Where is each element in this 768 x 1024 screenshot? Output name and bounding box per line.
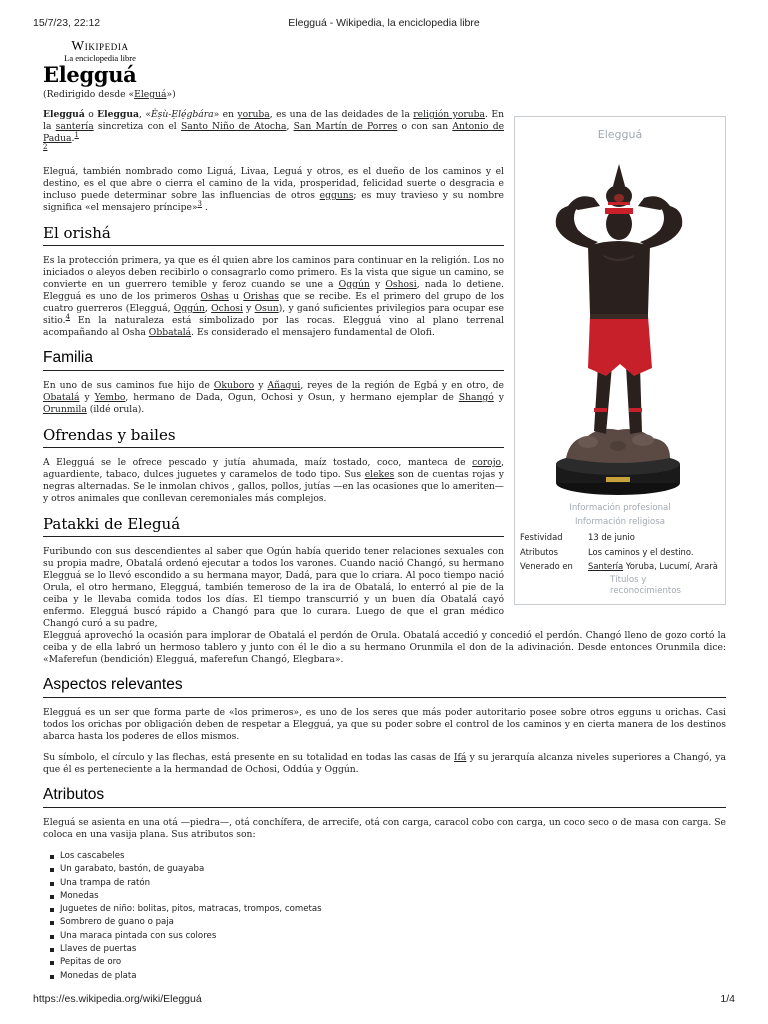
link-religion-yoruba[interactable]: religión yoruba (413, 109, 486, 120)
link-anagui[interactable]: Añagui (267, 380, 301, 391)
intro-paragraph: Elegguá o Eleggua, «Èṣù-Ẹlẹ́gbára» en yoruba, es una de las deidades de la religión yoruba. En la santería sincretiza con el Santo Niño de Atocha, San Martín de Porres o con san Antonio de Padua.$^1$ $^2$ (43, 109, 505, 151)
atributos-list (48, 850, 726, 983)
link-egguns[interactable]: egguns (319, 190, 354, 201)
link-shango[interactable]: Shangó (458, 392, 494, 403)
ref-4[interactable]: 4 (65, 312, 71, 321)
link-yoruba[interactable]: yoruba (237, 109, 270, 120)
list-item: Los cascabeles (48, 850, 726, 863)
ref-1[interactable]: 1 (74, 130, 79, 139)
link-corojo[interactable]: corojo (472, 457, 502, 468)
print-page-number: 1/4 (720, 993, 735, 1005)
heading-atributos: Atributos (43, 785, 726, 808)
list-item: Una maraca pintada con sus colores (48, 930, 726, 943)
list-item: Monedas de plata (48, 970, 726, 983)
orisha-paragraph: Es la protección primera, ya que es él quien abre los caminos para continuar en la religión. Los no iniciados o aleyos deben recibirlo o consagrarlo como primero. Es la vista que sigue un camino, se convierte en un guerrero temible y feroz cuando se une a Oggún y Oshosi, nada lo detiene. Elegguá es uno de los primeros Oshas u Orishas que se recibe. Es el primero del grupo de los cuatro guerreros (Elegguá, Oggún, Ochosi y Osun), y ganó suficientes privilegios para ocupar ese sitio.$^4$ En la naturaleza está simbolizado por las rocas. Elegguá vino al plano terrenal acompañando al Osha Obbatalá. Es considerado el mensajero fundamental de Olofi. (43, 255, 504, 338)
link-yembo[interactable]: Yembo (94, 392, 126, 403)
article-content (43, 89, 726, 983)
ref-3[interactable]: 3 (197, 199, 202, 208)
link-san-martin[interactable]: San Martín de Porres (293, 121, 398, 132)
print-timestamp: 15/7/23, 22:12 (33, 17, 101, 29)
link-orishas[interactable]: Orishas (243, 291, 279, 302)
link-elekes[interactable]: elekes (364, 469, 395, 480)
redirect-link[interactable]: Eleguá (134, 89, 167, 100)
list-item: Un garabato, bastón, de guayaba (48, 863, 726, 876)
infobox-section-professional: Información profesional (569, 503, 671, 513)
list-item: Llaves de puertas (48, 943, 726, 956)
list-item: Pepitas de oro (48, 956, 726, 969)
infobox-section-religious: Información religiosa (574, 517, 666, 527)
list-item: Monedas (48, 890, 726, 903)
infobox-value: Santería Yoruba, Lucumí, Ararà (588, 561, 718, 571)
aspectos-paragraph-2: Su símbolo, el círculo y las flechas, está presente en su totalidad en todas las casas de Ifá y su jerarquía alcanza niveles superiores a Changó, ya que él es perteneciente a la hermandad de Ochosi, Oddúa y Oggún. (43, 752, 726, 775)
logo-wordmark: Wikipedia (71, 38, 129, 53)
list-item: Una trampa de ratón (48, 877, 726, 890)
familia-paragraph: En uno de sus caminos fue hijo de Okuboro y Añagui, reyes de la región de Egbá y en otro, de Obatalá y Yembo, hermano de Dada, Ogun, Ochosi y Osun, y hermano ejemplar de Shangó y Orunmila (ildé orula). (43, 380, 504, 415)
link-oshosi[interactable]: Oshosi (385, 279, 417, 290)
redirect-note: (Redirigido desde «Eleguá») (43, 89, 176, 100)
link-orunmila[interactable]: Orunmila (43, 404, 87, 415)
wikipedia-logo[interactable] (55, 39, 145, 63)
infobox-label: Festividad (520, 532, 563, 542)
link-oggun[interactable]: Oggún (338, 279, 370, 290)
print-footer (0, 993, 768, 1007)
patakki-paragraph: Furibundo con sus descendientes al saber que Ogún había querido tener relaciones sexuales con su propia madre, Obatalá ordenó ejecutar a todos los varones. Cuando nació Changó, su hermano Elegguá se lo llevó escondido a su hermana mayor, Dadá, para que lo criara. Al poco tiempo nació Orula, el otro hermano, Elegguá, también temeroso de la ira de Obatalá, lo enterró al pie de la ceiba y le llevaba comida todos los días. El tiempo transcurrió y un buen día Obatalá cayó enfermo. Elegguá buscó rápido a Changó para que lo curara. Luego de que el gran médico Changó curó a su padre, (43, 546, 504, 629)
print-page-title: Elegguá - Wikipedia, la enciclopedia libre (288, 17, 480, 29)
heading-ofrendas: Ofrendas y bailes (43, 425, 504, 448)
infobox-label: Atributos (520, 547, 559, 557)
patakki-paragraph-cont: Elegguá aprovechó la ocasión para implorar de Obatalá el perdón de Orula. Obatalá accedió y concedió el perdón. Changó lleno de gozo cortó la ceiba y de ella labró un hermoso tablero y junto con él le dio a su hermano Orunmila el don de la adivinación. Desde entonces Orunmila dice: «Maferefun (bendición) Elegguá, maferefun Changó, Elegbara». (43, 630, 726, 665)
link-ifa[interactable]: Ifá (453, 752, 467, 763)
print-url: https://es.wikipedia.org/wiki/Elegguá (33, 993, 202, 1005)
heading-patakki: Patakki de Eleguá (43, 514, 504, 537)
page-title: Elegguá (43, 62, 137, 87)
infobox-label: Venerado en (520, 561, 573, 571)
infobox-titulos: Títulos y reconocimientos (610, 575, 682, 596)
ofrendas-paragraph: A Elegguá se le ofrece pescado y jutía ahumada, maíz tostado, coco, manteca de corojo, aguardiente, tabaco, dulces juguetes y caramelos de todo tipo. Sus elekes son de cuentas rojas y negras alternadas. Se le inmolan chivos , gallos, pollos, jutías —en las ocasiones que lo ameriten— y otros animales que conllevan ceremoniales más complejos. (43, 457, 504, 504)
heading-familia: Familia (43, 348, 504, 371)
print-header (0, 17, 768, 31)
list-item: Sombrero de guano o paja (48, 916, 726, 929)
aspectos-paragraph-1: Elegguá es un ser que forma parte de «los primeros», es uno de los seres que más poder autoritario posee sobre otros egguns u orichas. Casi todos los orichas por obligación deben de respetar a Elegguá, ya que su poder sobre el control de los caminos y en cierta manera de los destinos abarca hasta los poderes de ellos mismos. (43, 707, 726, 742)
intro2-paragraph: Eleguá, también nombrado como Liguá, Livaa, Leguá y otros, es el dueño de los caminos y el destino, es el que abre o cierra el camino de la vida, prosperidad, felicidad suerte o desgracia e incluso puede determinar sobre las influencias de otros egguns; es muy travieso y su nombre significa «el mensajero príncipe»$^3$ . (43, 166, 504, 213)
link-obatala[interactable]: Obatalá (43, 392, 80, 403)
infobox-title: Elegguá (597, 128, 643, 141)
link-ochosi[interactable]: Ochosi (211, 303, 243, 314)
link-okuboro[interactable]: Okuboro (213, 380, 255, 391)
heading-aspectos: Aspectos relevantes (43, 675, 726, 698)
link-oshas[interactable]: Oshas (200, 291, 229, 302)
link-santeria[interactable]: Santería (588, 561, 624, 571)
link-antonio-padua[interactable]: Antonio de Padua (43, 121, 505, 144)
heading-orisha: El orishá (43, 223, 504, 246)
infobox-value: 13 de junio (588, 532, 635, 542)
link-obbatala[interactable]: Obbatalá (148, 327, 192, 338)
link-santeria[interactable]: santería (55, 121, 94, 132)
link-osun[interactable]: Osun (254, 303, 279, 314)
ref-2[interactable]: 2 (43, 142, 48, 151)
list-item: Juguetes de niño: bolitas, pitos, matracas, trompos, cometas (48, 903, 726, 916)
link-oggun-2[interactable]: Oggún (173, 303, 205, 314)
link-santo-nino[interactable]: Santo Niño de Atocha (180, 121, 287, 132)
atributos-paragraph: Eleguá se asienta en una otá —piedra—, otá conchífera, de arrecife, otá con carga, caracol cobo con carga, un coco seco o de masa con carga. Se coloca en una vasija plana. Sus atributos son: (43, 817, 726, 840)
logo-tagline: La enciclopedia libre (64, 53, 136, 63)
infobox-value: Los caminos y el destino. (588, 547, 694, 557)
